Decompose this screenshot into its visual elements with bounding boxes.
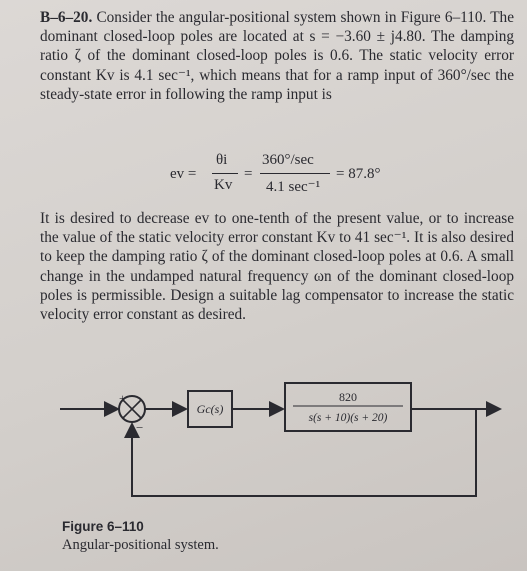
eq-result: = 87.8° [336, 166, 381, 182]
compensator-label: Gc(s) [196, 402, 224, 416]
eq-frac1-numerator: θi [216, 152, 228, 168]
problem-paragraph-1 [40, 8, 514, 104]
plant-denominator: s(s + 10)(s + 20) [308, 412, 388, 424]
figure-number: Figure 6–110 [62, 519, 144, 534]
problem-number: B–6–20. [40, 9, 93, 26]
error-equation [170, 150, 470, 200]
problem-text-1: Consider the angular-positional system shown in Figure 6–110. The dominant closed-loop poles are located at s = −3.60 ± j4.80. The damping ratio ζ of the dominant closed-loop poles is 0.6. The static velocity error constant Kv is 4.1 sec⁻¹, which means that for a ramp input of 360°/sec the steady-state error in following the ramp input is [40, 9, 514, 103]
problem-paragraph-2 [40, 209, 514, 324]
eq-lhs: ev = [170, 166, 197, 182]
plant-numerator: 820 [339, 390, 357, 404]
eq-frac2-denominator: 4.1 sec⁻¹ [266, 179, 321, 195]
feedback-path [132, 409, 476, 496]
problem-text-2: It is desired to decrease ev to one-tenth of the present value, or to increase the value of the static velocity error constant Kv to 41 sec⁻¹. It is also desired to keep the damping ratio ζ of the dominant closed-loop poles at 0.6. A small change in the undamped natural frequency ωn of the dominant closed-loop poles is permissible. Design a suitable lag compensator to increase the static velocity error constant as desired. [40, 210, 514, 324]
eq-frac2-bar [260, 173, 330, 174]
eq-frac2-numerator: 360°/sec [262, 152, 314, 168]
figure-caption [62, 518, 219, 554]
minus-sign: − [136, 420, 144, 435]
eq-frac1-bar [212, 173, 238, 174]
eq-equals: = [244, 166, 253, 182]
figure-title: Angular-positional system. [62, 537, 219, 553]
block-diagram [0, 360, 527, 525]
eq-frac1-denominator: Kv [214, 177, 233, 193]
plus-sign: + [119, 391, 126, 405]
